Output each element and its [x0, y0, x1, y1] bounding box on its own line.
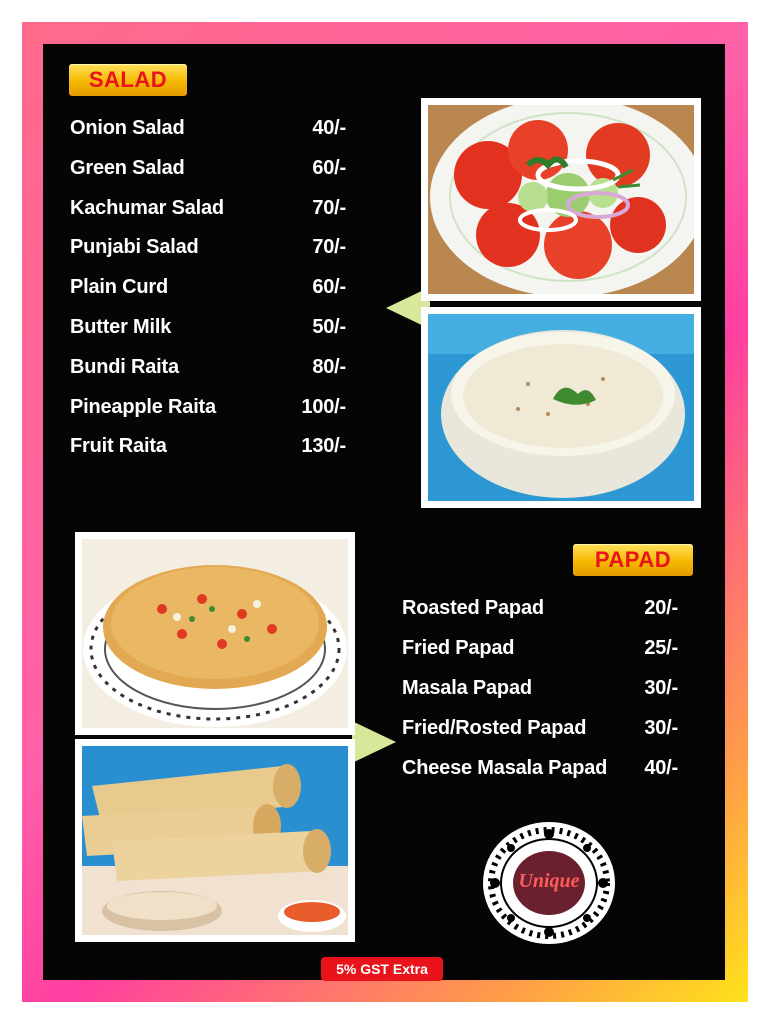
- salad-item-price: 40/-: [312, 117, 346, 139]
- papad-pointer-arrow-icon: [352, 721, 396, 763]
- papad-item-name: Fried Papad: [402, 637, 515, 659]
- salad-heading: SALAD: [69, 64, 187, 96]
- papad-item-name: Roasted Papad: [402, 597, 544, 619]
- salad-plate-illustration: [428, 105, 694, 294]
- salad-item-price: 100/-: [301, 396, 346, 418]
- masala-papad-illustration: [82, 539, 348, 728]
- salad-item-price: 70/-: [312, 236, 346, 258]
- logo-text: Unique: [518, 870, 580, 892]
- salad-item-price: 60/-: [312, 276, 346, 298]
- papad-rolls-photo: [75, 739, 355, 942]
- papad-item-price: 25/-: [644, 637, 678, 659]
- papad-item-name: Masala Papad: [402, 677, 532, 699]
- salad-item-name: Butter Milk: [70, 316, 172, 338]
- salad-item-price: 80/-: [312, 356, 346, 378]
- papad-item-name: Fried/Rosted Papad: [402, 717, 587, 739]
- masala-papad-photo: [75, 532, 355, 735]
- salad-item-name: Green Salad: [70, 157, 185, 179]
- papad-item-price: 30/-: [644, 677, 678, 699]
- papad-item-price: 40/-: [644, 757, 678, 779]
- salad-item-name: Bundi Raita: [70, 356, 179, 378]
- papad-item-price: 20/-: [644, 597, 678, 619]
- papad-item-price: 30/-: [644, 717, 678, 739]
- gst-note-badge: 5% GST Extra: [321, 957, 443, 981]
- salad-item-name: Plain Curd: [70, 276, 169, 298]
- raita-photo: [421, 307, 701, 508]
- salad-item-name: Fruit Raita: [70, 435, 167, 457]
- papad-rolls-illustration: [82, 746, 348, 935]
- salad-item-name: Kachumar Salad: [70, 197, 224, 219]
- raita-bowl-illustration: [428, 314, 694, 501]
- papad-heading: PAPAD: [573, 544, 693, 576]
- salad-photo: [421, 98, 701, 301]
- papad-item-name: Cheese Masala Papad: [402, 757, 608, 779]
- salad-item-price: 70/-: [312, 197, 346, 219]
- salad-item-price: 50/-: [312, 316, 346, 338]
- salad-item-name: Onion Salad: [70, 117, 185, 139]
- salad-item-name: Pineapple Raita: [70, 396, 216, 418]
- salad-item-name: Punjabi Salad: [70, 236, 199, 258]
- salad-item-price: 60/-: [312, 157, 346, 179]
- unique-logo: [479, 818, 619, 948]
- salad-item-price: 130/-: [301, 435, 346, 457]
